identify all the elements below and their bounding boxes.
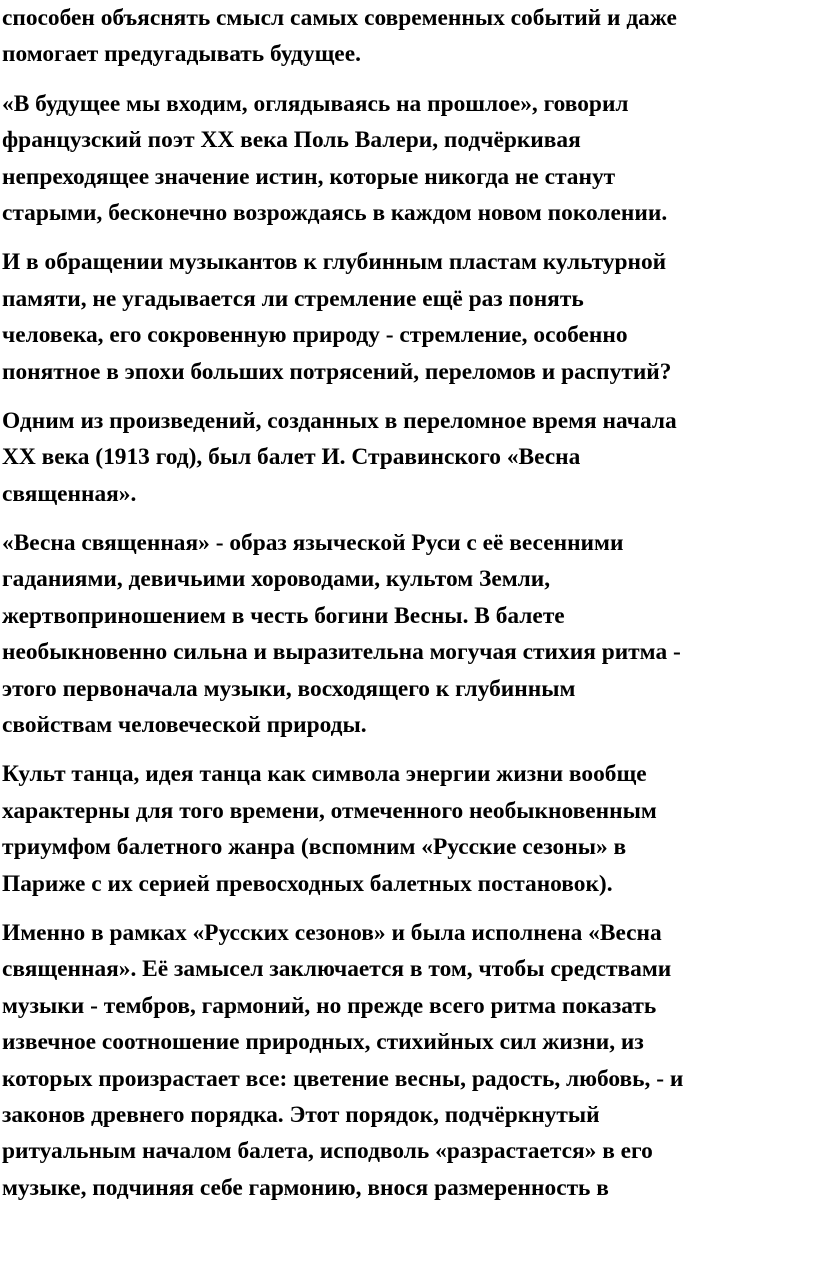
text-line: XX века (1913 год), был балет И. Стравинского «Весна: [2, 444, 581, 471]
text-line: памяти, не угадывается ли стремление ещё раз понять: [2, 285, 584, 312]
text-line: священная». Её замысел заключается в том, чтобы средствами: [2, 956, 672, 983]
text-line: «В будущее мы входим, оглядываясь на прошлое», говорил: [2, 90, 629, 117]
text-line: понятное в эпохи больших потрясений, переломов и распутий?: [2, 358, 672, 385]
text-line: характерны для того времени, отмеченного необыкновенным: [2, 797, 657, 824]
text-line: музыке, подчиняя себе гармонию, внося размеренность в: [2, 1174, 609, 1201]
paragraph-7: [2, 915, 814, 1206]
paragraph-5: [2, 525, 814, 743]
text-line: жертвоприношением в честь богини Весны. В балете: [2, 602, 565, 629]
text-line: этого первоначала музыки, восходящего к глубинным: [2, 675, 576, 702]
paragraph-2: [2, 86, 814, 232]
text-line: Культ танца, идея танца как символа энергии жизни вообще: [2, 761, 647, 788]
text-line: свойствам человеческой природы.: [2, 712, 367, 739]
text-line: «Весна священная» - образ языческой Руси с её весенними: [2, 530, 624, 557]
text-line: способен объяснять смысл самых современных событий и даже: [2, 5, 677, 31]
text-line: необыкновенно сильна и выразительна могучая стихия ритма -: [2, 639, 681, 666]
text-line: ритуальным началом балета, исподволь «разрастается» в его: [2, 1138, 653, 1165]
text-line: И в обращении музыкантов к глубинным пластам культурной: [2, 249, 667, 276]
text-line: триумфом балетного жанра (вспомним «Русские сезоны» в: [2, 834, 627, 861]
text-line: священная».: [2, 480, 137, 507]
paragraph-4: [2, 403, 814, 512]
text-line: музыки - тембров, гармоний, но прежде всего ритма показать: [2, 992, 657, 1019]
text-line: извечное соотношение природных, стихийных сил жизни, из: [2, 1029, 644, 1056]
text-line: французский поэт XX века Поль Валери, подчёркивая: [2, 127, 581, 154]
text-line: старыми, бесконечно возрождаясь в каждом новом поколении.: [2, 199, 668, 226]
text-line: человека, его сокровенную природу - стремление, особенно: [2, 322, 628, 349]
text-line: Именно в рамках «Русских сезонов» и была исполнена «Весна: [2, 919, 662, 946]
paragraph-1: [2, 0, 814, 73]
text-line: законов древнего порядка. Этот порядок, подчёркнутый: [2, 1101, 600, 1128]
document-page: [2, 0, 814, 1219]
text-line: помогает предугадывать будущее.: [2, 41, 361, 68]
paragraph-3: [2, 244, 814, 390]
text-line: непреходящее значение истин, которые никогда не станут: [2, 163, 616, 190]
text-line: Париже с их серией превосходных балетных постановок).: [2, 870, 613, 897]
text-line: которых произрастает все: цветение весны, радость, любовь, - и: [2, 1065, 684, 1092]
text-line: Одним из произведений, созданных в переломное время начала: [2, 407, 677, 434]
paragraph-6: [2, 756, 814, 902]
text-line: гаданиями, девичьими хороводами, культом Земли,: [2, 566, 551, 593]
